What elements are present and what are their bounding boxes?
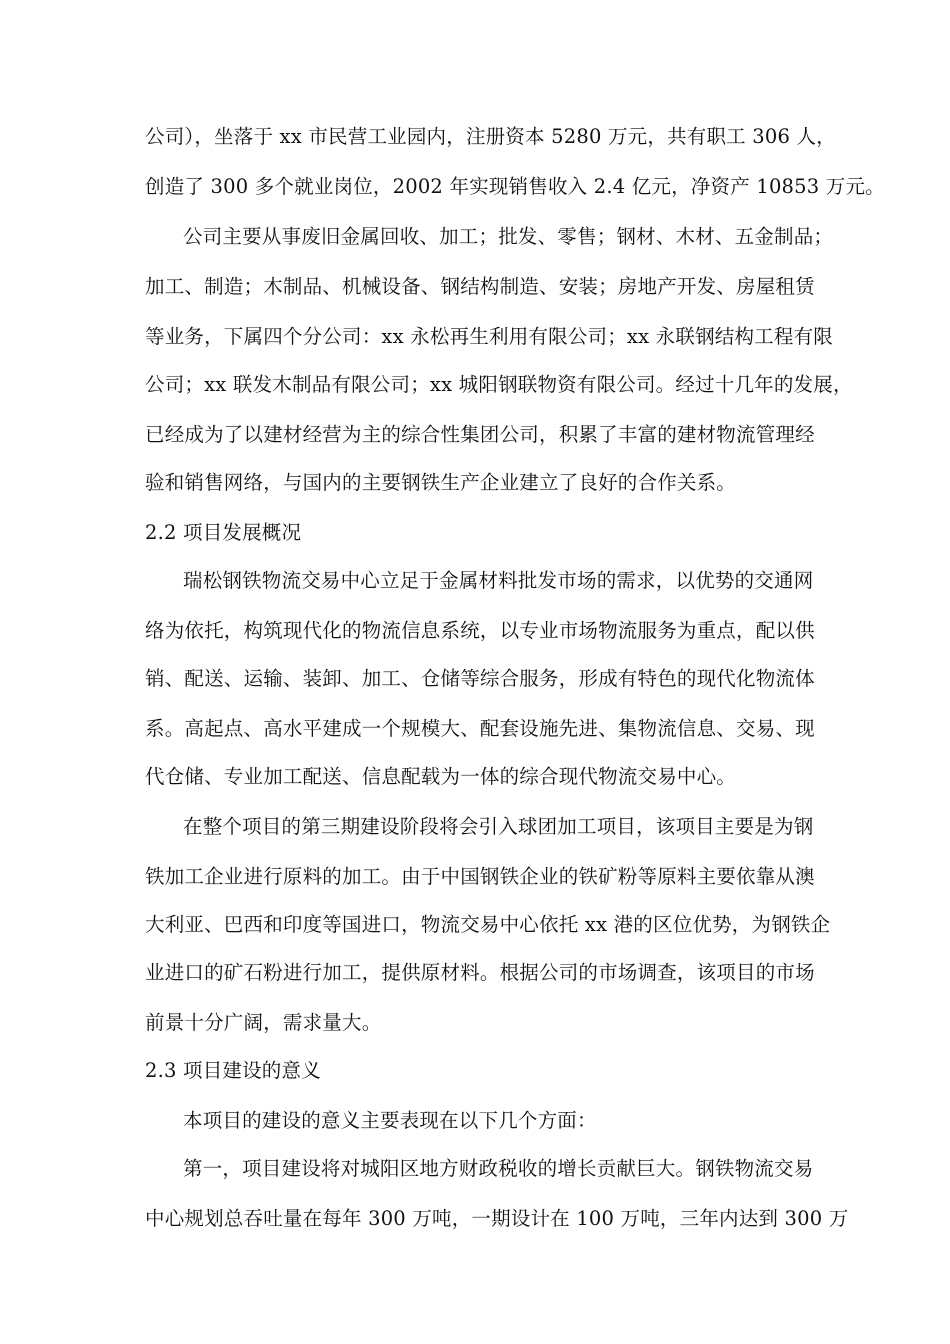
text-line: 公司），坐落于 xx 市民营工业园内，注册资本 5280 万元，共有职工 306 人，	[145, 125, 836, 148]
text-line: 验和销售网络，与国内的主要钢铁生产企业建立了良好的合作关系。	[145, 471, 737, 494]
paragraph-first-line: 在整个项目的第三期建设阶段将会引入球团加工项目，该项目主要是为钢	[183, 815, 814, 838]
text-line: 代仓储、专业加工配送、信息配载为一体的综合现代物流交易中心。	[145, 765, 737, 788]
text-line: 销、配送、运输、装卸、加工、仓储等综合服务，形成有特色的现代化物流体	[145, 667, 815, 690]
paragraph-first-line: 本项目的建设的意义主要表现在以下几个方面：	[183, 1109, 597, 1132]
paragraph-first-line: 公司主要从事废旧金属回收、加工；批发、零售；钢材、木材、五金制品；	[183, 225, 834, 248]
text-line: 中心规划总吞吐量在每年 300 万吨，一期设计在 100 万吨，三年内达到 300 万	[145, 1207, 849, 1230]
text-line: 加工、制造；木制品、机械设备、钢结构制造、安装；房地产开发、房屋租赁	[145, 275, 815, 298]
text-line: 铁加工企业进行原料的加工。由于中国钢铁企业的铁矿粉等原料主要依靠从澳	[145, 865, 815, 888]
paragraph-first-line: 第一，项目建设将对城阳区地方财政税收的增长贡献巨大。钢铁物流交易	[183, 1157, 814, 1180]
text-line: 业进口的矿石粉进行加工，提供原材料。根据公司的市场调查，该项目的市场	[145, 961, 815, 984]
text-line: 公司；xx 联发木制品有限公司；xx 城阳钢联物资有限公司。经过十几年的发展，	[145, 373, 853, 396]
text-line: 大利亚、巴西和印度等国进口，物流交易中心依托 xx 港的区位优势，为钢铁企	[145, 913, 831, 936]
text-line: 已经成为了以建材经营为主的综合性集团公司，积累了丰富的建材物流管理经	[145, 423, 815, 446]
text-line: 前景十分广阔，需求量大。	[145, 1011, 382, 1034]
text-line: 创造了 300 多个就业岗位，2002 年实现销售收入 2.4 亿元，净资产 10853 万元。	[145, 175, 885, 198]
text-line: 等业务，下属四个分公司：xx 永松再生利用有限公司；xx 永联钢结构工程有限	[145, 325, 833, 348]
paragraph-first-line: 瑞松钢铁物流交易中心立足于金属材料批发市场的需求，以优势的交通网	[183, 569, 814, 592]
section-heading: 2.2 项目发展概况	[145, 521, 302, 544]
text-line: 络为依托，构筑现代化的物流信息系统，以专业市场物流服务为重点，配以供	[145, 619, 815, 642]
text-line: 系。高起点、高水平建成一个规模大、配套设施先进、集物流信息、交易、现	[145, 717, 815, 740]
section-heading: 2.3 项目建设的意义	[145, 1059, 321, 1082]
